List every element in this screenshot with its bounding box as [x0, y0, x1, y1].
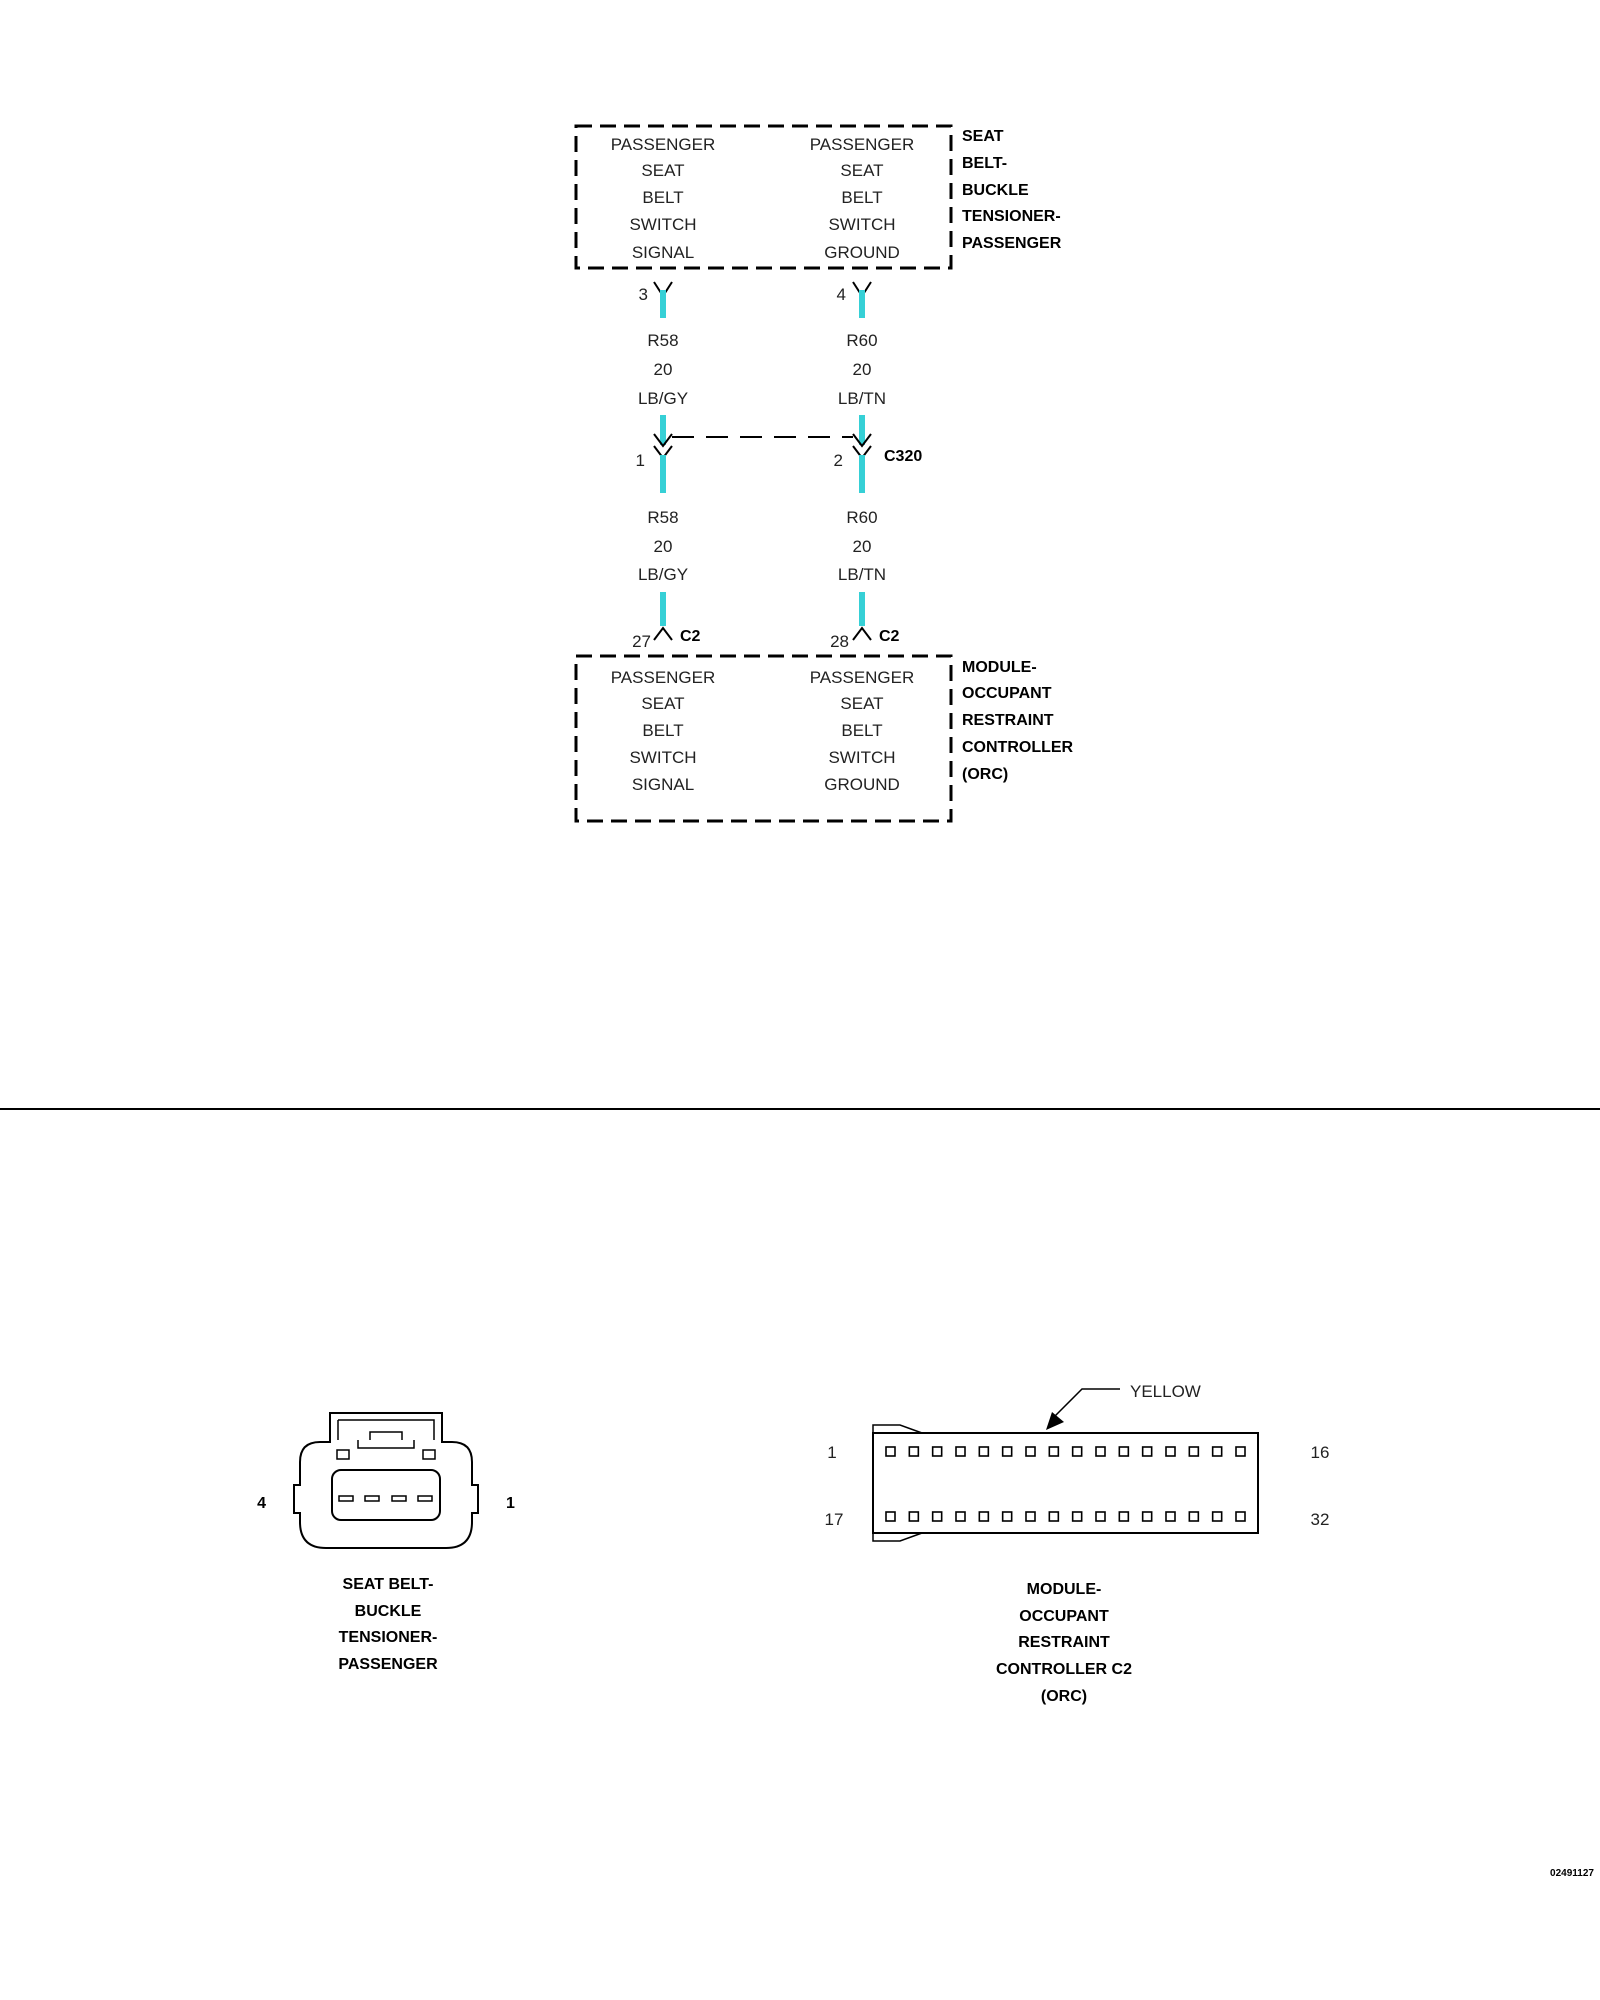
tensioner-right-function-line: PASSENGER — [809, 135, 915, 154]
orc-c2-connector-body — [873, 1433, 1258, 1533]
c320-pin-right: 2 — [833, 451, 843, 470]
orc-c2-cavity — [1073, 1512, 1082, 1521]
orc-c2-cavity — [1049, 1447, 1058, 1456]
orc-c2-key-bottom — [873, 1533, 922, 1541]
orc-c2-cavity — [1049, 1512, 1058, 1521]
male-terminal-symbol — [853, 628, 871, 640]
wire-label-left-upper: LB/GY — [637, 389, 689, 408]
orc-right-function-line: SEAT — [840, 694, 884, 713]
tensioner-pin-1-label: 1 — [506, 1495, 515, 1512]
wire-label-right-upper: R60 — [846, 331, 878, 350]
orc-c2-cavity — [933, 1447, 942, 1456]
wire-label-left-lower: LB/GY — [637, 565, 689, 584]
tensioner-cavity — [339, 1496, 353, 1501]
orc-c2-cavity — [1143, 1447, 1152, 1456]
tensioner-left-function-line: BELT — [642, 188, 684, 207]
orc-c2-view-caption: CONTROLLER C2 — [996, 1661, 1132, 1678]
male-terminal-symbol — [654, 628, 672, 640]
tensioner-right-function-line: SEAT — [840, 161, 884, 180]
orc-left-function-line: SIGNAL — [631, 775, 695, 794]
orc-c2-cavity — [1026, 1512, 1035, 1521]
orc-c2-pin-1-label: 1 — [827, 1443, 837, 1462]
orc-name-line: OCCUPANT — [962, 685, 1052, 702]
tensioner-left-function-line: SWITCH — [629, 215, 697, 234]
orc-c2-view-caption: RESTRAINT — [1018, 1634, 1110, 1651]
orc-pin-left: 27 — [632, 632, 651, 651]
tensioner-left-function-line: PASSENGER — [610, 135, 716, 154]
color-callout-line — [1053, 1389, 1120, 1418]
orc-left-function-line: BELT — [642, 721, 684, 740]
orc-c2-cavity — [1213, 1447, 1222, 1456]
callout-arrowhead — [1046, 1412, 1064, 1430]
tensioner-view-caption: TENSIONER- — [338, 1629, 438, 1646]
orc-c2-connector-view — [825, 1382, 1330, 1705]
orc-name-line: RESTRAINT — [962, 712, 1054, 729]
orc-right-function-line: SWITCH — [828, 748, 896, 767]
c320-connector-label: C320 — [884, 448, 923, 465]
orc-connector-label-left: C2 — [680, 628, 701, 645]
tensioner-connector-latch-tab — [423, 1450, 435, 1459]
wire-label-right-lower: LB/TN — [837, 565, 887, 584]
orc-c2-key-top — [873, 1425, 922, 1433]
orc-c2-cavity — [1073, 1447, 1082, 1456]
orc-left-function-line: SWITCH — [629, 748, 697, 767]
orc-c2-cavity — [909, 1447, 918, 1456]
orc-c2-cavity — [979, 1512, 988, 1521]
orc-c2-cavity — [1166, 1447, 1175, 1456]
wire-label-right-lower: 20 — [852, 537, 872, 556]
tensioner-view-caption: BUCKLE — [354, 1603, 422, 1620]
orc-c2-cavity — [1003, 1512, 1012, 1521]
orc-c2-pin-16-label: 16 — [1310, 1443, 1330, 1462]
wire-label-right-upper: LB/TN — [837, 389, 887, 408]
orc-c2-cavity — [1119, 1512, 1128, 1521]
orc-c2-cavity — [1003, 1447, 1012, 1456]
orc-left-function-line: PASSENGER — [610, 668, 716, 687]
orc-c2-pin-32-label: 32 — [1310, 1510, 1330, 1529]
orc-c2-cavity — [1119, 1447, 1128, 1456]
orc-c2-cavity — [909, 1512, 918, 1521]
tensioner-left-function-line: SIGNAL — [631, 243, 695, 262]
tensioner-name-line: TENSIONER- — [962, 208, 1061, 225]
orc-pin-right: 28 — [830, 632, 849, 651]
tensioner-name-line: PASSENGER — [962, 235, 1062, 252]
tensioner-name-line: BUCKLE — [962, 182, 1029, 199]
orc-c2-cavity — [1166, 1512, 1175, 1521]
orc-right-function-line: GROUND — [824, 775, 900, 794]
orc-c2-cavity — [956, 1512, 965, 1521]
wire-label-left-upper: 20 — [653, 360, 673, 379]
orc-c2-cavity — [933, 1512, 942, 1521]
orc-right-function-line: PASSENGER — [809, 668, 915, 687]
tensioner-connector-housing — [294, 1413, 478, 1548]
tensioner-cavity — [392, 1496, 406, 1501]
tensioner-right-function-line: SWITCH — [828, 215, 896, 234]
wire-label-left-lower: 20 — [653, 537, 673, 556]
tensioner-pin-left: 3 — [638, 285, 648, 304]
tensioner-right-function-line: GROUND — [824, 243, 900, 262]
orc-c2-cavity — [1213, 1512, 1222, 1521]
orc-component — [576, 656, 1074, 821]
orc-c2-cavity — [1189, 1512, 1198, 1521]
tensioner-right-function-line: BELT — [841, 188, 883, 207]
tensioner-name-line: SEAT — [962, 128, 1004, 145]
orc-name-line: MODULE- — [962, 659, 1037, 676]
orc-left-function-line: SEAT — [641, 694, 685, 713]
orc-c2-cavity-group — [886, 1447, 1245, 1521]
orc-c2-view-caption: OCCUPANT — [1019, 1608, 1109, 1625]
orc-c2-cavity — [1189, 1447, 1198, 1456]
orc-c2-cavity — [1096, 1512, 1105, 1521]
orc-c2-cavity — [1096, 1447, 1105, 1456]
c320-pin-left: 1 — [635, 451, 645, 470]
orc-c2-cavity — [886, 1512, 895, 1521]
tensioner-view-caption: PASSENGER — [338, 1656, 438, 1673]
c320-connector — [636, 434, 923, 470]
orc-c2-cavity — [956, 1447, 965, 1456]
tensioner-left-function-line: SEAT — [641, 161, 685, 180]
orc-c2-cavity — [1236, 1447, 1245, 1456]
orc-right-function-line: BELT — [841, 721, 883, 740]
orc-c2-cavity — [1026, 1447, 1035, 1456]
tensioner-connector-view — [257, 1413, 515, 1673]
tensioner-name-line: BELT- — [962, 155, 1008, 172]
orc-c2-cavity — [886, 1447, 895, 1456]
orc-name-line: CONTROLLER — [962, 739, 1074, 756]
orc-c2-pin-17-label: 17 — [824, 1510, 844, 1529]
orc-c2-color-label: YELLOW — [1130, 1382, 1201, 1401]
orc-c2-cavity — [979, 1447, 988, 1456]
tensioner-pin-right: 4 — [836, 285, 846, 304]
orc-c2-cavity — [1143, 1512, 1152, 1521]
wire-label-left-upper: R58 — [647, 331, 679, 350]
orc-name-line: (ORC) — [962, 766, 1009, 783]
orc-connector-label-right: C2 — [879, 628, 900, 645]
wire-label-left-lower: R58 — [647, 508, 679, 527]
tensioner-connector-latch — [338, 1420, 434, 1448]
tensioner-view-caption: SEAT BELT- — [342, 1576, 434, 1593]
tensioner-connector-latch-tab — [337, 1450, 349, 1459]
wire-label-right-upper: 20 — [852, 360, 872, 379]
tensioner-cavity — [365, 1496, 379, 1501]
tensioner-pin-4-label: 4 — [257, 1495, 266, 1512]
tensioner-cavity — [418, 1496, 432, 1501]
orc-c2-cavity — [1236, 1512, 1245, 1521]
tensioner-component — [576, 126, 1062, 268]
figure-id: 02491127 — [1550, 1868, 1594, 1879]
orc-c2-view-caption: (ORC) — [1040, 1688, 1088, 1705]
orc-c2-view-caption: MODULE- — [1026, 1581, 1102, 1598]
tensioner-connector-face — [332, 1470, 440, 1520]
wire-label-right-lower: R60 — [846, 508, 878, 527]
